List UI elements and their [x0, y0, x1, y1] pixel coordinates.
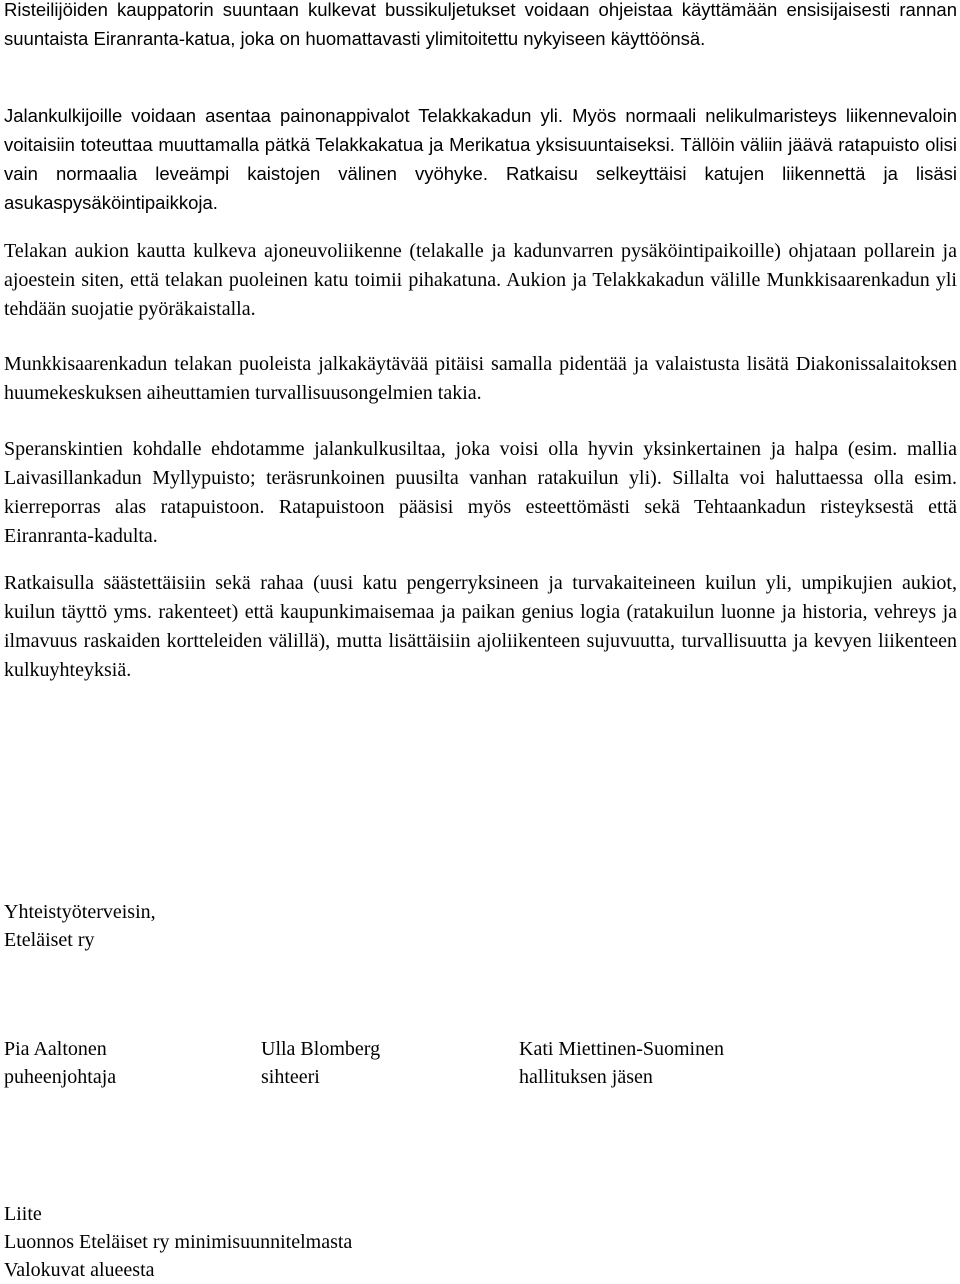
signatory-name: Pia Aaltonen	[4, 1038, 107, 1060]
paragraph-pedestrian-lights: Jalankulkijoille voidaan asentaa painonappivalot Telakkakadun yli. Myös normaali nelikulmaristeys liikennevaloin voitaisiin toteuttaa muuttamalla pätkä Telakkakatua ja Merikatua yksisuuntaiseksi. Tällöin väliin jäävä ratapuisto olisi vain normaalia leveämpi kaistojen välinen vyöhyke. Ratkaisu selkeyttäisi katujen liikennettä ja lisäsi asukaspysäköintipaikkoja.	[4, 105, 957, 213]
attachments-block	[4, 1200, 352, 1284]
attachment-item: Valokuvat alueesta	[4, 1259, 155, 1281]
paragraph-sidewalk: Munkkisaarenkadun telakan puoleista jalkakäytävää pitäisi samalla pidentää ja valaistusta lisätä Diakonissalaitoksen huumekeskuksen aiheuttamien turvallisuusongelmien takia.	[4, 353, 957, 404]
attachments-heading: Liite	[4, 1203, 42, 1225]
attachment-item: Luonnos Eteläiset ry minimisuunnitelmasta	[4, 1231, 353, 1253]
signatory-name: Kati Miettinen-Suominen	[519, 1038, 724, 1060]
paragraph-bus-transport: Risteilijöiden kauppatorin suuntaan kulkevat bussikuljetukset voidaan ohjeistaa käyttämään ensisijaisesti rannan suuntaista Eiranranta-katua, joka on huomattavasti ylimitoitettu nykyiseen käyttöönsä.	[4, 0, 957, 49]
paragraph-vehicle-traffic: Telakan aukion kautta kulkeva ajoneuvoliikenne (telakalle ja kadunvarren pysäköintipaikoille) ohjataan pollarein ja ajoestein siten, että telakan puoleinen katu toimii pihakatuna. Aukion ja Telakkakadun välille Munkkisaarenkadun yli tehdään suojatie pyöräkaistalla.	[4, 240, 957, 320]
signatory-role: sihteeri	[261, 1066, 320, 1088]
signatory-block	[261, 1035, 380, 1091]
paragraph-conclusion: Ratkaisulla säästettäisiin sekä rahaa (uusi katu pengerryksineen ja turvakaiteineen kuilun yli, umpikujien aukiot, kuilun täyttö yms. rakenteet) että kaupunkimaisemaa ja paikan genius logia (ratakuilun luonne ja historia, vehreys ja ilmavuus raskaiden kortteleiden välillä), mutta lisättäisiin ajoliikenteen sujuvuutta, turvallisuutta ja kevyen liikenteen kulkuyhteyksiä.	[4, 572, 957, 681]
signatory-block	[519, 1035, 724, 1091]
closing-greeting: Yhteistyöterveisin,	[4, 901, 156, 923]
closing-organization: Eteläiset ry	[4, 929, 95, 951]
signatory-name: Ulla Blomberg	[261, 1038, 381, 1060]
closing-block	[4, 898, 156, 954]
paragraph-footbridge: Speranskintien kohdalle ehdotamme jalankulkusiltaa, joka voisi olla hyvin yksinkertainen ja halpa (esim. mallia Laivasillankadun Myllypuisto; teräsrunkoinen puusilta vanhan ratakuilun yli). Sillalta voi haluttaessa olla esim. kierreporras alas ratapuistoon. Ratapuistoon pääsisi myös esteettömästi sekä Tehtaankadun risteyksestä että Eiranranta-kadulta.	[4, 438, 957, 547]
signatory-role: hallituksen jäsen	[519, 1066, 653, 1088]
signatory-block	[4, 1035, 116, 1091]
signatory-role: puheenjohtaja	[4, 1066, 117, 1088]
